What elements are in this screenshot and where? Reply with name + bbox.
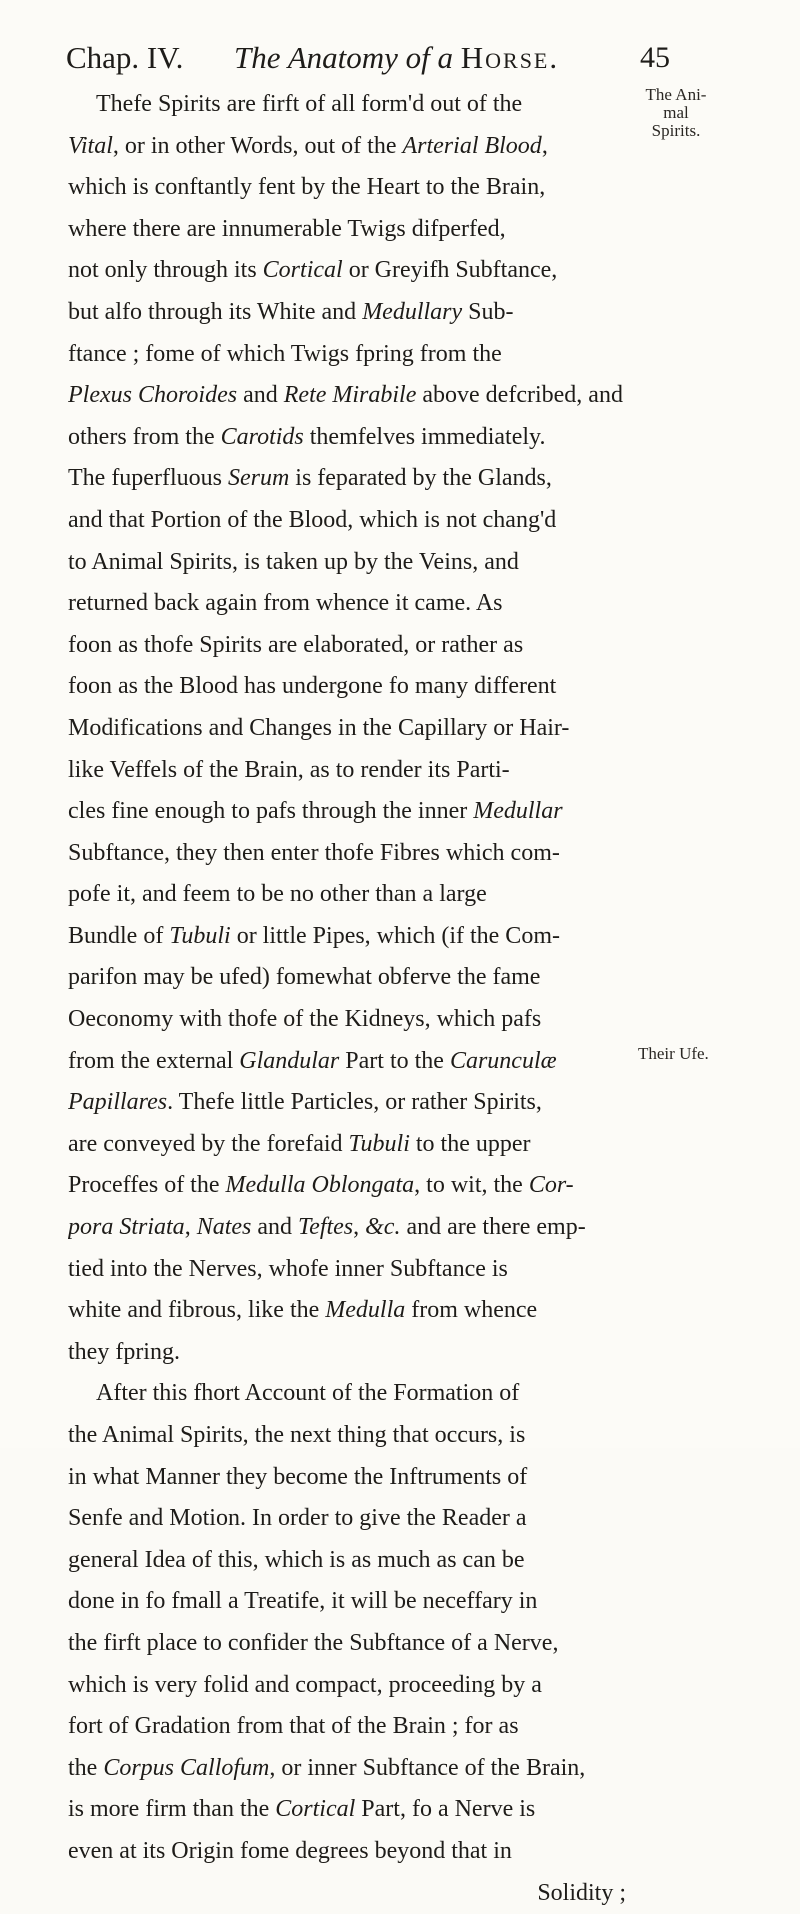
text-line: pora Striata, Nates and Teftes, &c. and are there emp-	[68, 1214, 586, 1241]
text-line: which is very folid and compact, proceeding by a	[68, 1671, 542, 1698]
text-line: Modifications and Changes in the Capillary or Hair-	[68, 714, 570, 741]
text-line: fort of Gradation from that of the Brain ; for as	[68, 1713, 519, 1740]
running-header	[66, 34, 696, 82]
text-line: cles fine enough to pafs through the inner Medullar	[68, 798, 563, 825]
text-line: Senfe and Motion. In order to give the Reader a	[68, 1505, 527, 1532]
text-line: foon as thofe Spirits are elaborated, or rather as	[68, 631, 524, 658]
text-line: foon as the Blood has undergone fo many different	[68, 673, 557, 700]
text-line: ftance ; fome of which Twigs fpring from the	[68, 340, 502, 367]
text-line: like Veffels of the Brain, as to render its Parti-	[68, 756, 510, 783]
text-line: is more firm than the Cortical Part, fo a Nerve is	[68, 1796, 536, 1823]
text-line: in what Manner they become the Inftruments of	[68, 1463, 528, 1490]
text-line: After this fhort Account of the Formation of	[96, 1380, 520, 1407]
text-line: white and fibrous, like the Medulla from whence	[68, 1297, 538, 1324]
text-line: where there are innumerable Twigs difperfed,	[68, 215, 506, 242]
text-line: but alfo through its White and Medullary Sub-	[68, 298, 514, 325]
text-line: pofe it, and feem to be no other than a large	[68, 881, 487, 908]
margin-note-line: The Ani-	[645, 85, 707, 104]
text-line: not only through its Cortical or Greyifh Subftance,	[68, 257, 558, 284]
margin-note-animal-spirits	[640, 86, 712, 140]
running-title-horse: Horse.	[460, 40, 560, 75]
text-line: Plexus Choroides and Rete Mirabile above defcribed, and	[68, 382, 623, 409]
text-line: from the external Glandular Part to the Carunculæ	[68, 1047, 557, 1074]
text-line: Oeconomy with thofe of the Kidneys, which pafs	[68, 1006, 542, 1033]
text-line: to Animal Spirits, is taken up by the Veins, and	[68, 548, 519, 575]
text-line: Thefe Spirits are firft of all form'd out of the	[96, 91, 523, 117]
text-line: the Corpus Callofum, or inner Subftance of the Brain,	[68, 1754, 586, 1781]
chapter-label: Chap. IV.	[66, 40, 184, 75]
body-text	[68, 84, 630, 1914]
text-line: even at its Origin fome degrees beyond that in	[68, 1837, 512, 1864]
text-line: Bundle of Tubuli or little Pipes, which (if the Com-	[68, 922, 560, 949]
text-line: tied into the Nerves, whofe inner Subftance is	[68, 1255, 508, 1282]
text-line: Subftance, they then enter thofe Fibres which com-	[68, 839, 560, 866]
text-line: returned back again from whence it came. As	[68, 590, 503, 617]
text-line: Papillares. Thefe little Particles, or rather Spirits,	[68, 1089, 542, 1116]
text-line: general Idea of this, which is as much as can be	[68, 1546, 525, 1573]
text-line: done in fo fmall a Treatife, it will be neceffary in	[68, 1588, 538, 1615]
catchword: Solidity ;	[537, 1879, 626, 1906]
text-line: which is conftantly fent by the Heart to the Brain,	[68, 174, 546, 201]
text-line: are conveyed by the forefaid Tubuli to the upper	[68, 1130, 531, 1157]
text-line: the Animal Spirits, the next thing that occurs, is	[68, 1422, 526, 1448]
text-line: Vital, or in other Words, out of the Arterial Blood,	[68, 132, 548, 159]
running-title-italic: The Anatomy of a	[234, 40, 453, 75]
text-line: they fpring.	[68, 1338, 180, 1365]
text-line: the firft place to confider the Subftance of a Nerve,	[68, 1629, 559, 1656]
text-line: others from the Carotids themfelves immediately.	[68, 423, 546, 450]
page-number: 45	[640, 41, 670, 74]
text-line: parifon may be ufed) fomewhat obferve the fame	[68, 964, 541, 991]
running-title	[234, 34, 559, 82]
text-line: and that Portion of the Blood, which is not chang'd	[68, 506, 557, 533]
margin-note-line: mal Spirits.	[651, 103, 701, 140]
margin-note-their-use: Their Ufe.	[638, 1044, 709, 1063]
text-line: The fuperfluous Serum is feparated by the Glands,	[68, 465, 552, 492]
text-line: Proceffes of the Medulla Oblongata, to wit, the Cor-	[68, 1172, 574, 1199]
